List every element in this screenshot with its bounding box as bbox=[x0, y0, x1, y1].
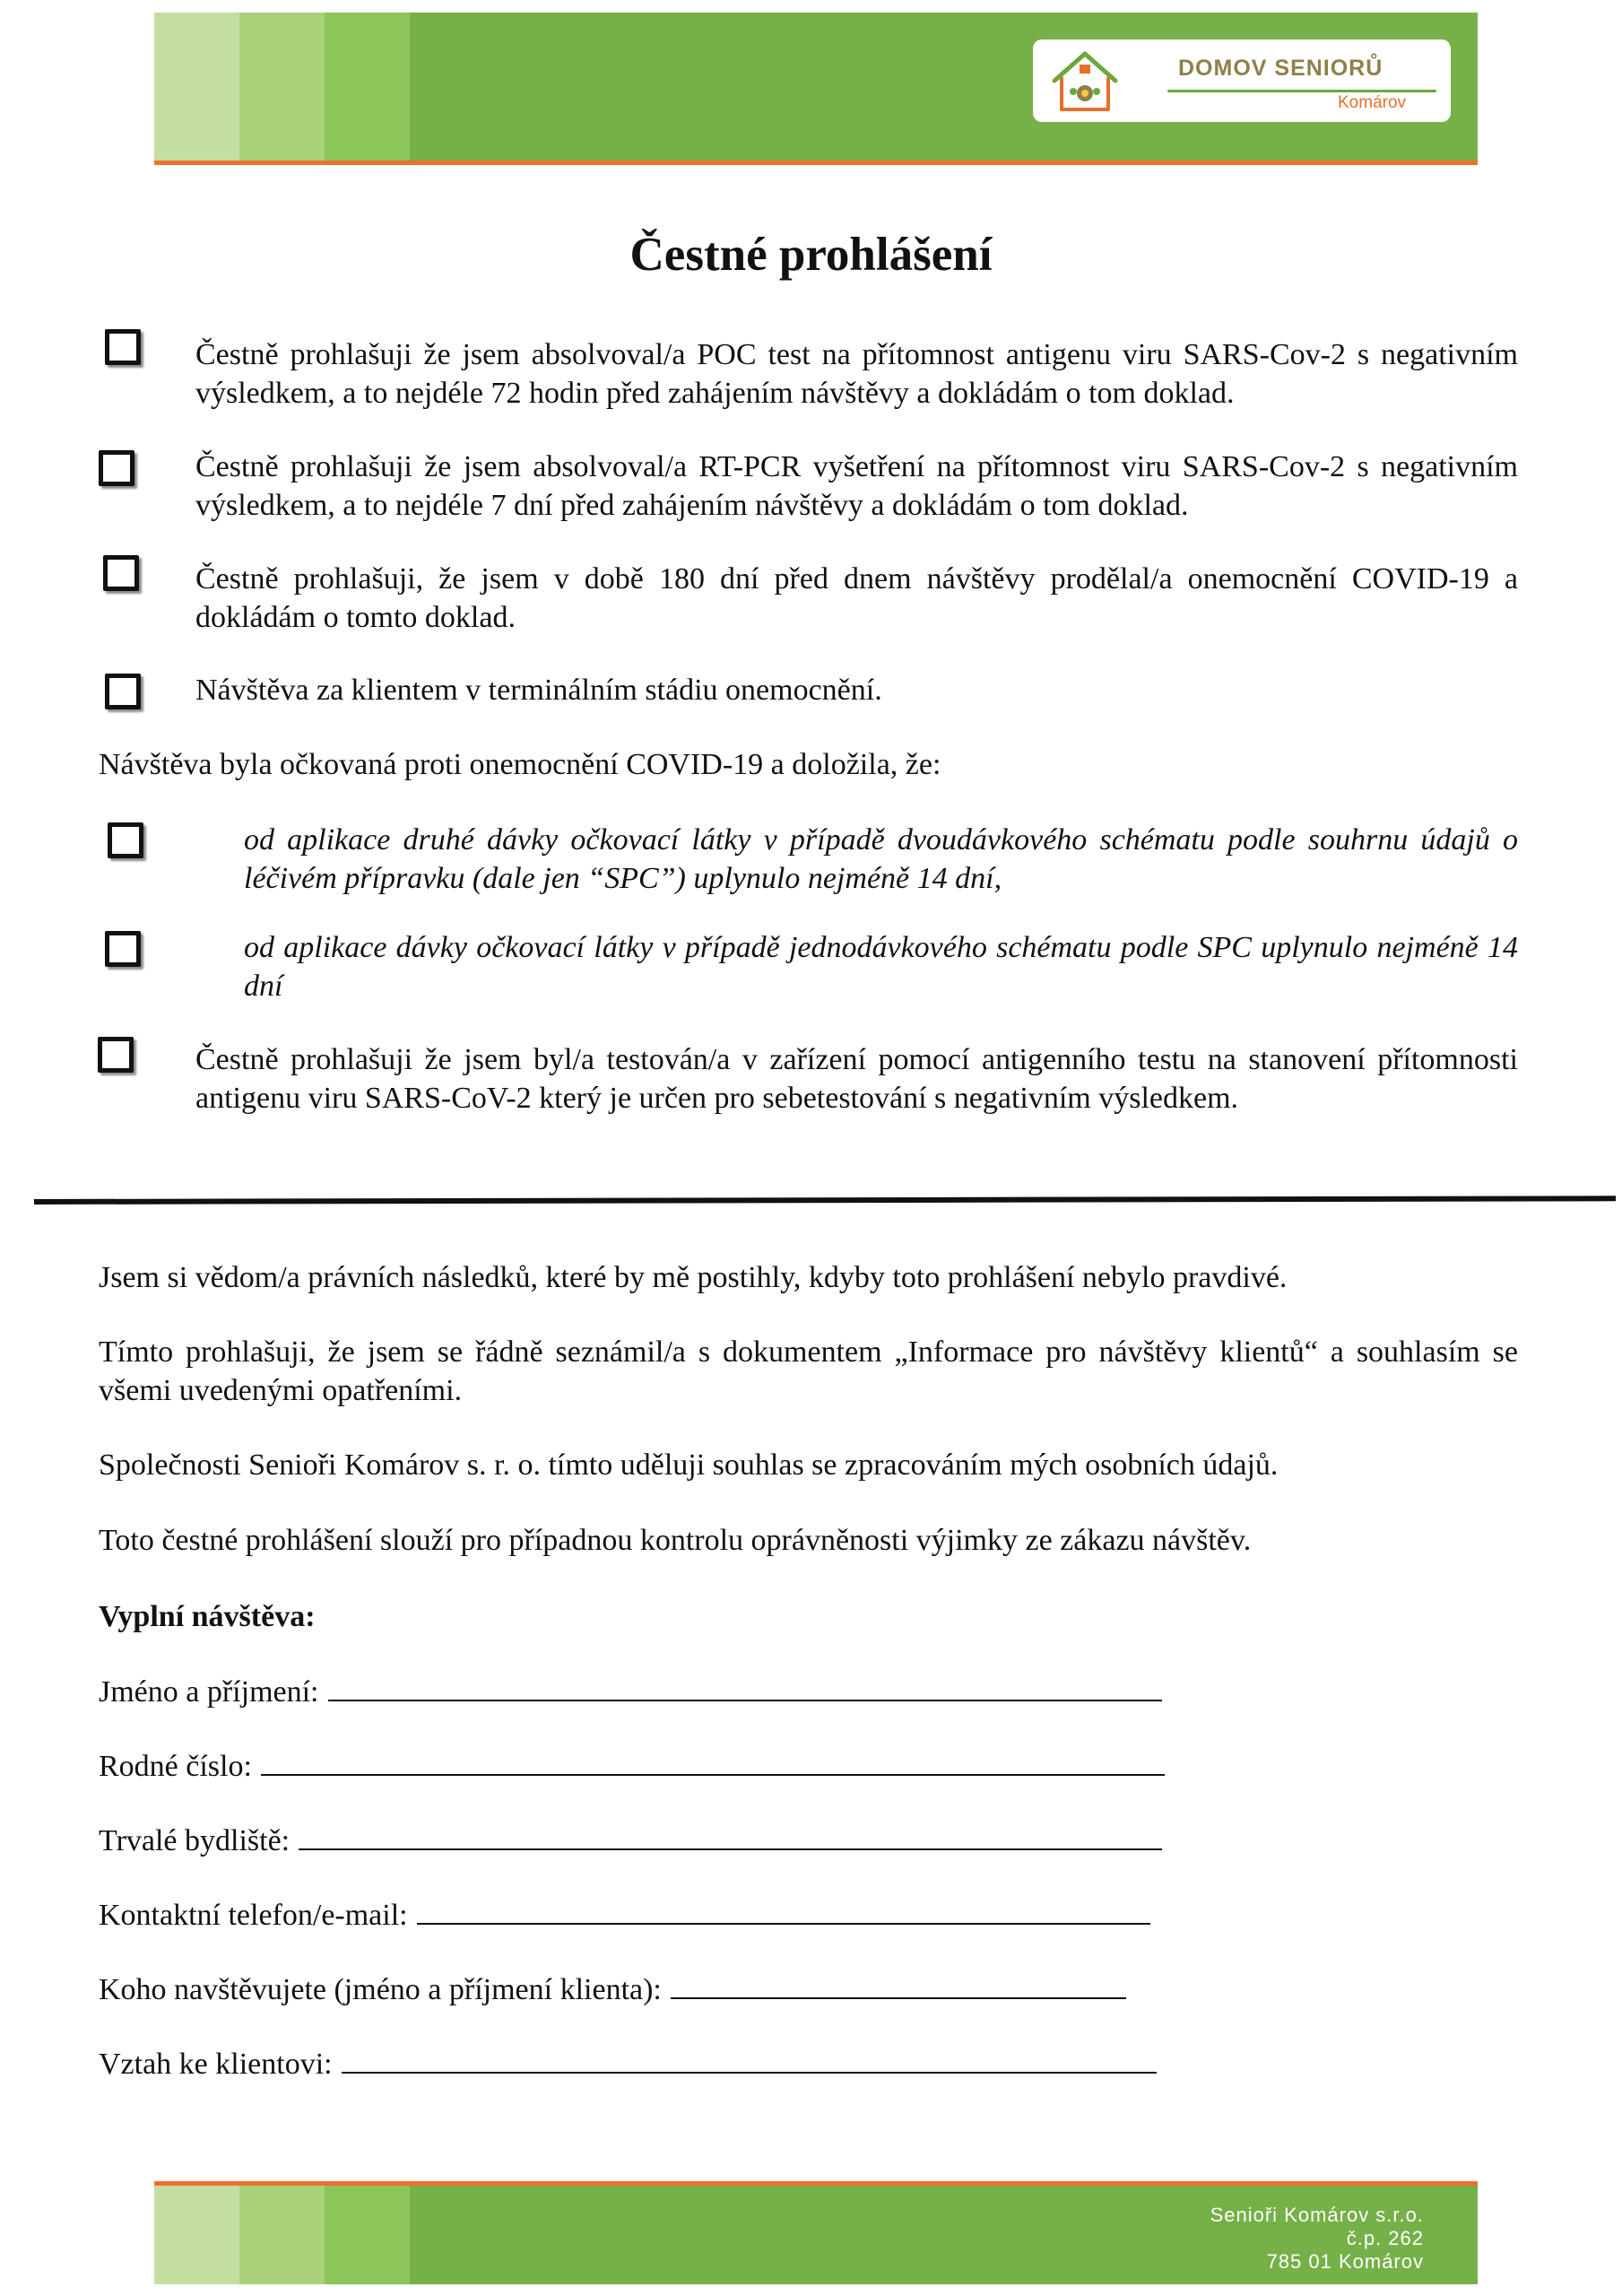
footer-city: 785 01 Komárov bbox=[1266, 2250, 1424, 2273]
field-name bbox=[99, 1673, 1162, 1711]
logo-subtitle: Komárov bbox=[1338, 93, 1407, 112]
checkbox-icon[interactable] bbox=[105, 931, 141, 967]
field-label: Vztah ke klientovi: bbox=[99, 2048, 333, 2081]
declaration-text: Čestně prohlašuji že jsem absolvoval/a RT-PCR vyšetření na přítomnost viru SARS-Cov-2 s negativním výsledkem, a to nejdéle 7 dní před zahájením návštěvy a dokládám o tom doklad. bbox=[195, 450, 1518, 522]
footer-stripe bbox=[325, 2186, 410, 2284]
self-test-text: Čestně prohlašuji že jsem byl/a testován/a v zařízení pomocí antigenního testu na stanovení přítomnosti antigenu viru SARS-CoV-2 který je určen pro sebetestování s negativním výsledkem. bbox=[195, 1043, 1518, 1115]
field-client bbox=[99, 1970, 1126, 2009]
statement-text: Tímto prohlašuji, že jsem se řádně seznámil/a s dokumentem „Informace pro návštěvy klientů“ a souhlasím se všemi uvedenými opatřeními. bbox=[99, 1335, 1518, 1407]
field-label: Rodné číslo: bbox=[99, 1750, 252, 1783]
statement-text: Společnosti Senioři Komárov s. r. o. tímto uděluji souhlas se zpracováním mých osobních údajů. bbox=[99, 1448, 1279, 1482]
declaration-text: Čestně prohlašuji, že jsem v době 180 dní před dnem návštěvy prodělal/a onemocnění COVID-19 a dokládám o tomto doklad. bbox=[195, 562, 1518, 634]
name-input-line[interactable] bbox=[328, 1673, 1162, 1701]
header-divider bbox=[154, 161, 1478, 165]
logo bbox=[1033, 39, 1451, 122]
field-label: Trvalé bydliště: bbox=[99, 1824, 291, 1857]
checkbox-icon[interactable] bbox=[103, 555, 139, 591]
declaration-text: Návštěva za klientem v terminálním stádiu onemocnění. bbox=[195, 674, 882, 707]
header-stripe bbox=[154, 13, 239, 163]
checkbox-icon[interactable] bbox=[98, 1037, 134, 1073]
form-heading: Vyplní návštěva: bbox=[99, 1600, 316, 1633]
field-address bbox=[99, 1822, 1162, 1860]
footer-stripe bbox=[239, 2186, 325, 2284]
field-label: Kontaktní telefon/e-mail: bbox=[99, 1899, 408, 1932]
section-divider bbox=[34, 1196, 1616, 1205]
vaccination-option: od aplikace druhé dávky očkovací látky v případě dvoudávkového schématu podle souhrnu údajů o léčivém přípravku (dale jen “SPC”) uplynulo nejméně 14 dní, bbox=[244, 823, 1518, 895]
birth-number-input-line[interactable] bbox=[261, 1747, 1165, 1776]
checkbox-icon[interactable] bbox=[99, 450, 134, 486]
relation-input-line[interactable] bbox=[342, 2045, 1157, 2074]
header-stripe bbox=[325, 13, 410, 163]
checkbox-icon[interactable] bbox=[108, 822, 143, 858]
statement-text: Jsem si vědom/a právních následků, které by mě postihly, kdyby toto prohlášení nebylo pravdivé. bbox=[99, 1261, 1288, 1294]
header-stripe bbox=[239, 13, 325, 163]
page-title: Čestné prohlášení bbox=[629, 229, 993, 281]
logo-underline bbox=[1167, 90, 1436, 92]
vaccination-option: od aplikace dávky očkovací látky v případě jednodávkového schématu podle SPC uplynulo nejméně 14 dní bbox=[244, 931, 1518, 1003]
field-label: Jméno a příjmení: bbox=[99, 1675, 319, 1709]
footer-address bbox=[1210, 2204, 1424, 2274]
address-input-line[interactable] bbox=[299, 1822, 1162, 1850]
house-logo-icon bbox=[1049, 47, 1121, 115]
contact-input-line[interactable] bbox=[417, 1896, 1150, 1925]
field-birth-number bbox=[99, 1747, 1165, 1786]
checkbox-icon[interactable] bbox=[105, 329, 141, 365]
footer-street: č.p. 262 bbox=[1346, 2227, 1424, 2249]
footer-stripe bbox=[154, 2186, 239, 2284]
field-label: Koho navštěvujete (jméno a příjmení klienta): bbox=[99, 1973, 662, 2006]
client-input-line[interactable] bbox=[671, 1970, 1126, 1999]
declaration-text: Čestně prohlašuji že jsem absolvoval/a POC test na přítomnost antigenu viru SARS-Cov-2 s negativním výsledkem, a to nejdéle 72 hodin před zahájením návštěvy a dokládám o tom doklad. bbox=[195, 338, 1518, 410]
footer-banner bbox=[154, 2186, 1478, 2284]
logo-title: DOMOV SENIORŮ bbox=[1178, 56, 1383, 81]
statement-text: Toto čestné prohlášení slouží pro případnou kontrolu oprávněnosti výjimky ze zákazu návštěv. bbox=[99, 1524, 1252, 1557]
field-relation bbox=[99, 2045, 1157, 2083]
field-contact bbox=[99, 1896, 1150, 1935]
checkbox-icon[interactable] bbox=[105, 674, 141, 709]
vaccination-intro: Návštěva byla očkovaná proti onemocnění COVID-19 a doložila, že: bbox=[99, 748, 941, 781]
footer-company: Senioři Komárov s.r.o. bbox=[1210, 2204, 1424, 2226]
